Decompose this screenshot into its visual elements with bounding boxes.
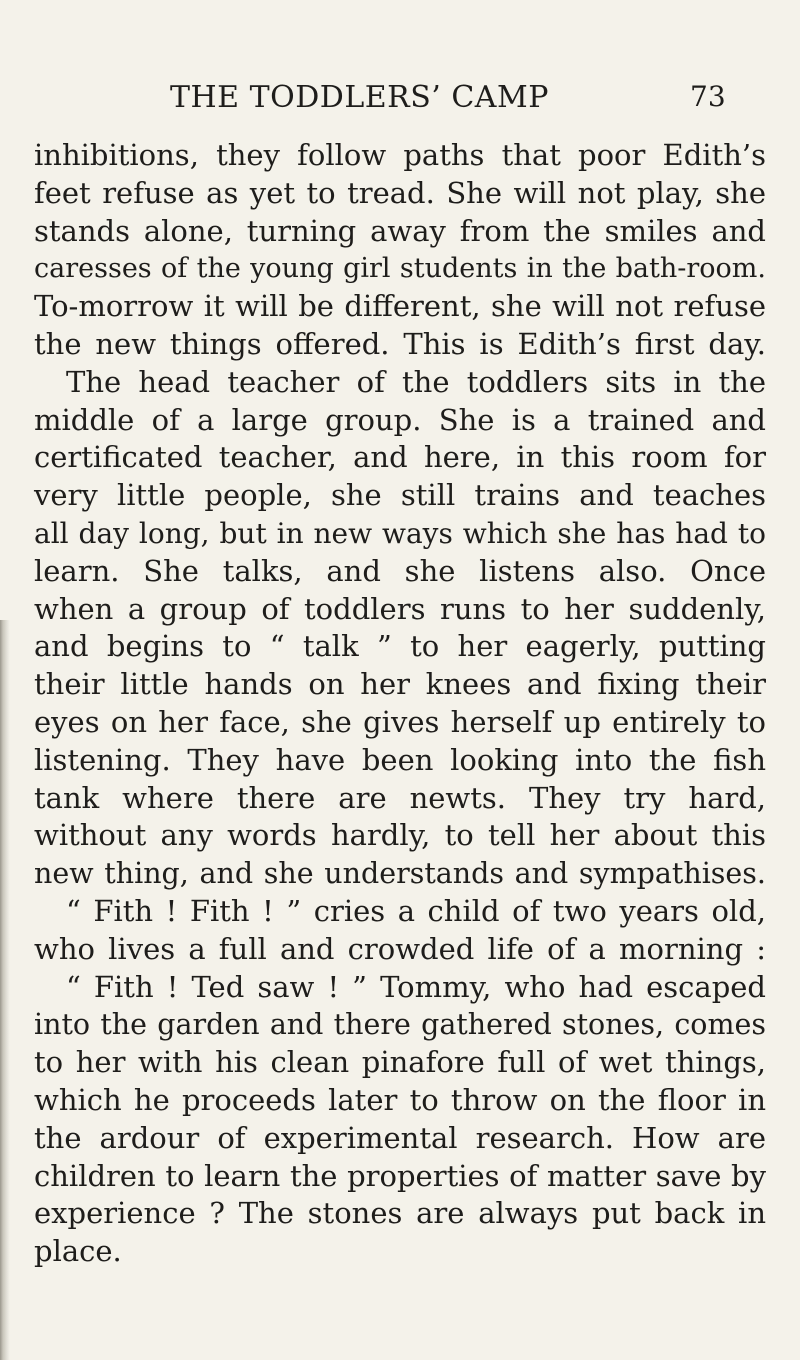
text-line: children to learn the properties of matter save by xyxy=(34,1158,766,1193)
page-gutter-shadow xyxy=(0,620,10,1360)
text-line: who lives a full and crowded life of a morning : xyxy=(34,931,766,966)
text-line: experience ? The stones are always put back in xyxy=(34,1196,766,1231)
text-line: the new things offered. This is Edith’s first day. xyxy=(34,326,766,361)
page-number: 73 xyxy=(690,80,726,113)
text-line: when a group of toddlers runs to her suddenly, xyxy=(34,591,766,626)
text-line: to her with his clean pinafore full of wet things, xyxy=(34,1045,766,1080)
text-line-paragraph-start: The head teacher of the toddlers sits in the xyxy=(66,364,766,399)
text-line: learn. She talks, and she listens also. Once xyxy=(34,553,766,588)
text-line-paragraph-end: place. xyxy=(34,1234,122,1269)
text-line: middle of a large group. She is a trained and xyxy=(34,402,766,437)
body-text xyxy=(34,137,766,1271)
text-line: new thing, and she understands and sympathises. xyxy=(34,857,766,891)
text-line: which he proceeds later to throw on the floor in xyxy=(34,1082,766,1117)
text-line: stands alone, turning away from the smiles and xyxy=(34,213,766,248)
text-line: the ardour of experimental research. How are xyxy=(34,1120,766,1155)
text-line: caresses of the young girl students in the bath-room. xyxy=(34,253,766,285)
text-line: into the garden and there gathered stones, comes xyxy=(34,1008,766,1042)
text-line: their little hands on her knees and fixing their xyxy=(34,667,766,702)
text-line-paragraph-start: “ Fith ! Fith ! ” cries a child of two years old, xyxy=(66,893,766,928)
text-line: and begins to “ talk ” to her eagerly, putting xyxy=(34,629,766,664)
text-line: certificated teacher, and here, in this room for xyxy=(34,440,766,475)
text-line: inhibitions, they follow paths that poor Edith’s xyxy=(34,138,766,172)
text-line-paragraph-start: “ Fith ! Ted saw ! ” Tommy, who had escaped xyxy=(66,969,766,1004)
text-line: very little people, she still trains and teaches xyxy=(34,478,766,513)
text-line: feet refuse as yet to tread. She will not play, she xyxy=(34,175,766,210)
text-line: without any words hardly, to tell her about this xyxy=(34,818,766,853)
text-line: listening. They have been looking into the fish xyxy=(34,742,766,777)
text-line: all day long, but in new ways which she has had to xyxy=(34,516,766,550)
text-line: tank where there are newts. They try hard, xyxy=(34,780,766,815)
text-line: To-morrow it will be different, she will not refuse xyxy=(34,289,766,324)
text-line: eyes on her face, she gives herself up entirely to xyxy=(34,704,766,739)
running-head-title: THE TODDLERS’ CAMP xyxy=(170,80,549,115)
